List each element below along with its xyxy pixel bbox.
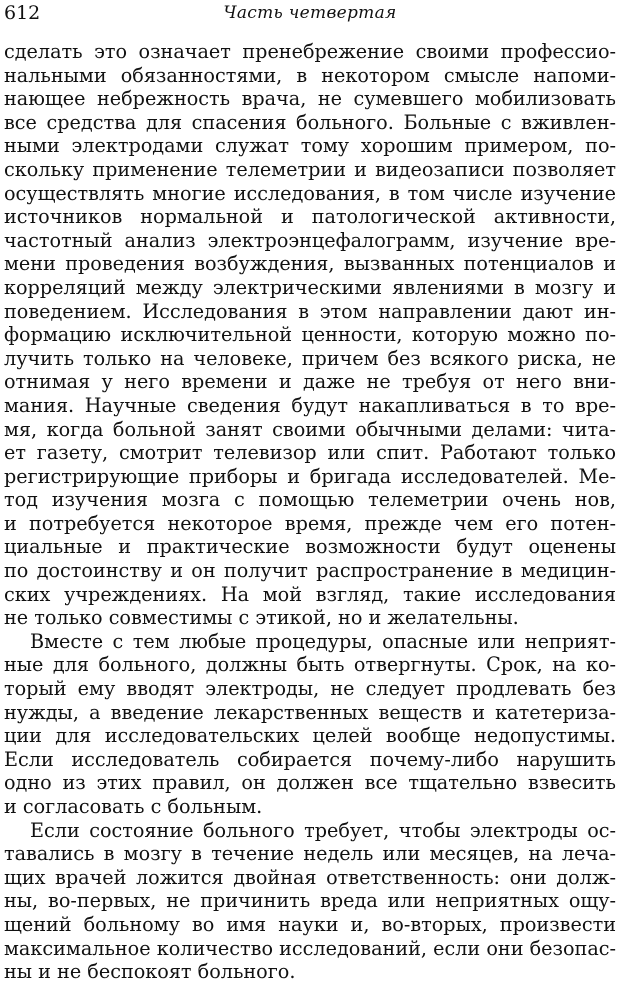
- text-line: одно из этих правил, он должен все тщательно взвесить: [4, 771, 616, 795]
- text-line: сделать это означает пренебрежение своими профессио-: [4, 40, 616, 63]
- page-number: 612: [4, 2, 41, 24]
- text-line: Если исследователь собирается почему-либо нарушить: [4, 747, 616, 771]
- text-line: формацию исключительной ценности, которую можно по-: [4, 323, 616, 347]
- text-line: нальными обязанностями, в некотором смысле напоми-: [4, 63, 616, 87]
- text-line: мени проведения возбуждения, вызванных потенциалов и: [4, 252, 616, 276]
- text-line: торый ему вводят электроды, не следует продлевать без: [4, 677, 616, 701]
- text-line: максимальное количество исследований, если они безопас-: [4, 936, 616, 960]
- text-line: щений больному во имя науки и, во-вторых, произвести: [4, 912, 616, 936]
- text-line: все средства для спасения больного. Больные с вживлен-: [4, 110, 616, 134]
- text-line: мания. Научные сведения будут накапливаться в то вре-: [4, 393, 616, 417]
- text-line: нужды, а введение лекарственных веществ и катетериза-: [4, 700, 616, 724]
- text-line: скольку применение телеметрии и видеозаписи позволяет: [4, 157, 616, 181]
- paragraph: [4, 630, 616, 819]
- running-title: Часть четвертая: [223, 3, 397, 23]
- text-line: отнимая у него времени и даже не требуя от него вни-: [4, 370, 616, 394]
- text-line: и согласовать с больным.: [4, 795, 263, 818]
- text-line: ет газету, смотрит телевизор или спит. Работают только: [4, 441, 616, 465]
- text-line: ны и не беспокоят больного.: [4, 960, 296, 984]
- text-line: осуществлять многие исследования, в том числе изучение: [4, 181, 616, 205]
- text-line: поведением. Исследования в этом направлении дают ин-: [4, 299, 616, 323]
- text-line: ции для исследовательских целей вообще недопустимы.: [4, 724, 616, 748]
- text-line: ными электродами служат тому хорошим примером, по-: [4, 134, 616, 158]
- text-line: регистрирующие приборы и бригада исследователей. Ме-: [4, 464, 616, 488]
- body-text: [4, 40, 616, 984]
- text-line: частотный анализ электроэнцефалограмм, изучение вре-: [4, 228, 616, 252]
- paragraph: [4, 819, 616, 984]
- text-line: мя, когда больной занят своими обычными делами: чита-: [4, 417, 616, 441]
- text-line: Вместе с тем любые процедуры, опасные или неприят-: [30, 629, 616, 653]
- text-line: нающее небрежность врача, не сумевшего мобилизовать: [4, 87, 616, 111]
- text-line: по достоинству и он получит распространение в медицин-: [4, 559, 616, 583]
- text-line: тавались в мозгу в течение недель или месяцев, на леча-: [4, 842, 616, 866]
- text-line: Если состояние больного требует, чтобы электроды ос-: [30, 818, 616, 842]
- text-line: не только совместимы с этикой, но и желательны.: [4, 606, 519, 630]
- text-line: источников нормальной и патологической активности,: [4, 205, 616, 229]
- running-head: [4, 0, 616, 34]
- text-line: корреляций между электрическими явлениями в мозгу и: [4, 275, 616, 299]
- text-line: ны, во-первых, не причинить вреда или неприятных ощу-: [4, 889, 616, 913]
- paragraph: [4, 40, 616, 630]
- text-line: циальные и практические возможности будут оценены: [4, 535, 616, 559]
- text-line: тод изучения мозга с помощью телеметрии очень нов,: [4, 488, 616, 512]
- text-line: лучить только на человеке, причем без всякого риска, не: [4, 346, 616, 370]
- text-line: ских учреждениях. На мой взгляд, такие исследования: [4, 582, 616, 606]
- text-line: ные для больного, должны быть отвергнуты. Срок, на ко-: [4, 653, 616, 677]
- text-line: и потребуется некоторое время, прежде чем его потен-: [4, 511, 616, 535]
- text-line: щих врачей ложится двойная ответственность: они долж-: [4, 865, 616, 889]
